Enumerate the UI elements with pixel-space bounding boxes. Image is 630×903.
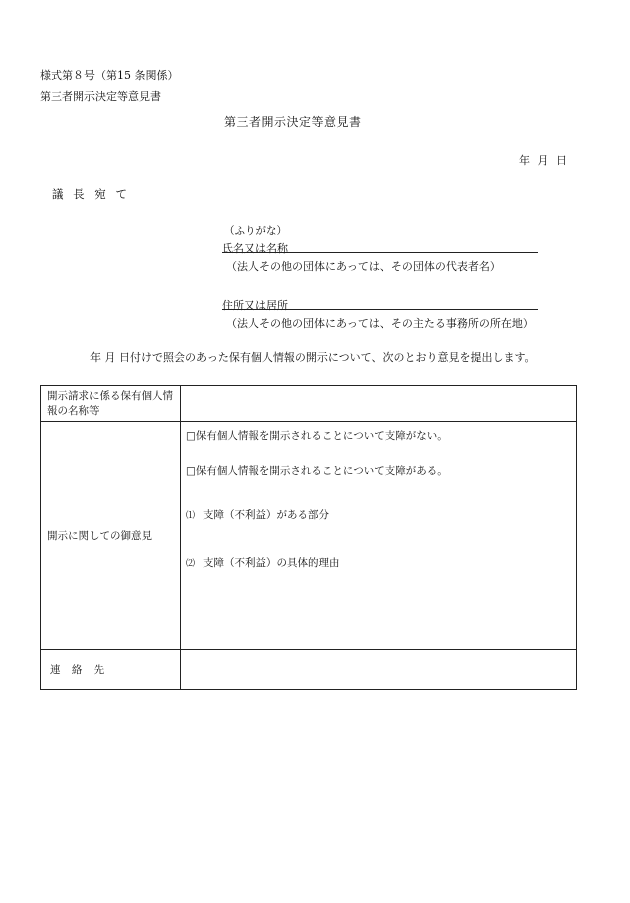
info-name-label: 開示請求に係る保有個人情報の名称等 <box>41 386 181 422</box>
info-name-value[interactable] <box>181 386 577 422</box>
table-row <box>41 650 577 690</box>
furigana-label: （ふりがな） <box>224 225 287 237</box>
opinion-label: 開示に関しての御意見 <box>41 422 181 650</box>
objection-reason-label: 支障（不利益）の具体的理由 <box>203 557 340 569</box>
checkbox-objection[interactable]: □保有個人情報を開示されることについて支障がある。 <box>186 465 448 477</box>
opinion-table <box>40 385 577 690</box>
address-field-line[interactable] <box>222 309 538 310</box>
address-label: 住所又は居所 <box>222 299 288 312</box>
form-subtitle: 第三者開示決定等意見書 <box>40 90 161 103</box>
item-number-1: ⑴ <box>186 511 196 521</box>
objection-part-item <box>186 507 329 522</box>
table-row <box>41 422 577 650</box>
addressee: 議 長 宛 て <box>52 187 130 201</box>
contact-value[interactable] <box>181 650 577 690</box>
name-note: （法人その他の団体にあっては、その団体の代表者名） <box>226 260 501 273</box>
name-field-line[interactable] <box>222 252 538 253</box>
objection-reason-item <box>186 555 340 570</box>
form-number: 様式第８号（第15 条関係） <box>40 69 179 82</box>
name-label: 氏名又は名称 <box>222 242 288 255</box>
objection-part-label: 支障（不利益）がある部分 <box>203 509 330 521</box>
intro-text: 年 月 日付けで照会のあった保有個人情報の開示について、次のとおり意見を提出します。 <box>90 351 536 364</box>
date-line: 年 月 日 <box>519 154 567 167</box>
item-number-2: ⑵ <box>186 559 196 569</box>
checkbox-no-objection[interactable]: □保有個人情報を開示されることについて支障がない。 <box>186 430 448 442</box>
address-note: （法人その他の団体にあっては、その主たる事務所の所在地） <box>226 317 534 330</box>
opinion-cell <box>181 422 577 650</box>
contact-label: 連 絡 先 <box>41 650 181 690</box>
document-title: 第三者開示決定等意見書 <box>224 115 362 129</box>
table-row <box>41 386 577 422</box>
